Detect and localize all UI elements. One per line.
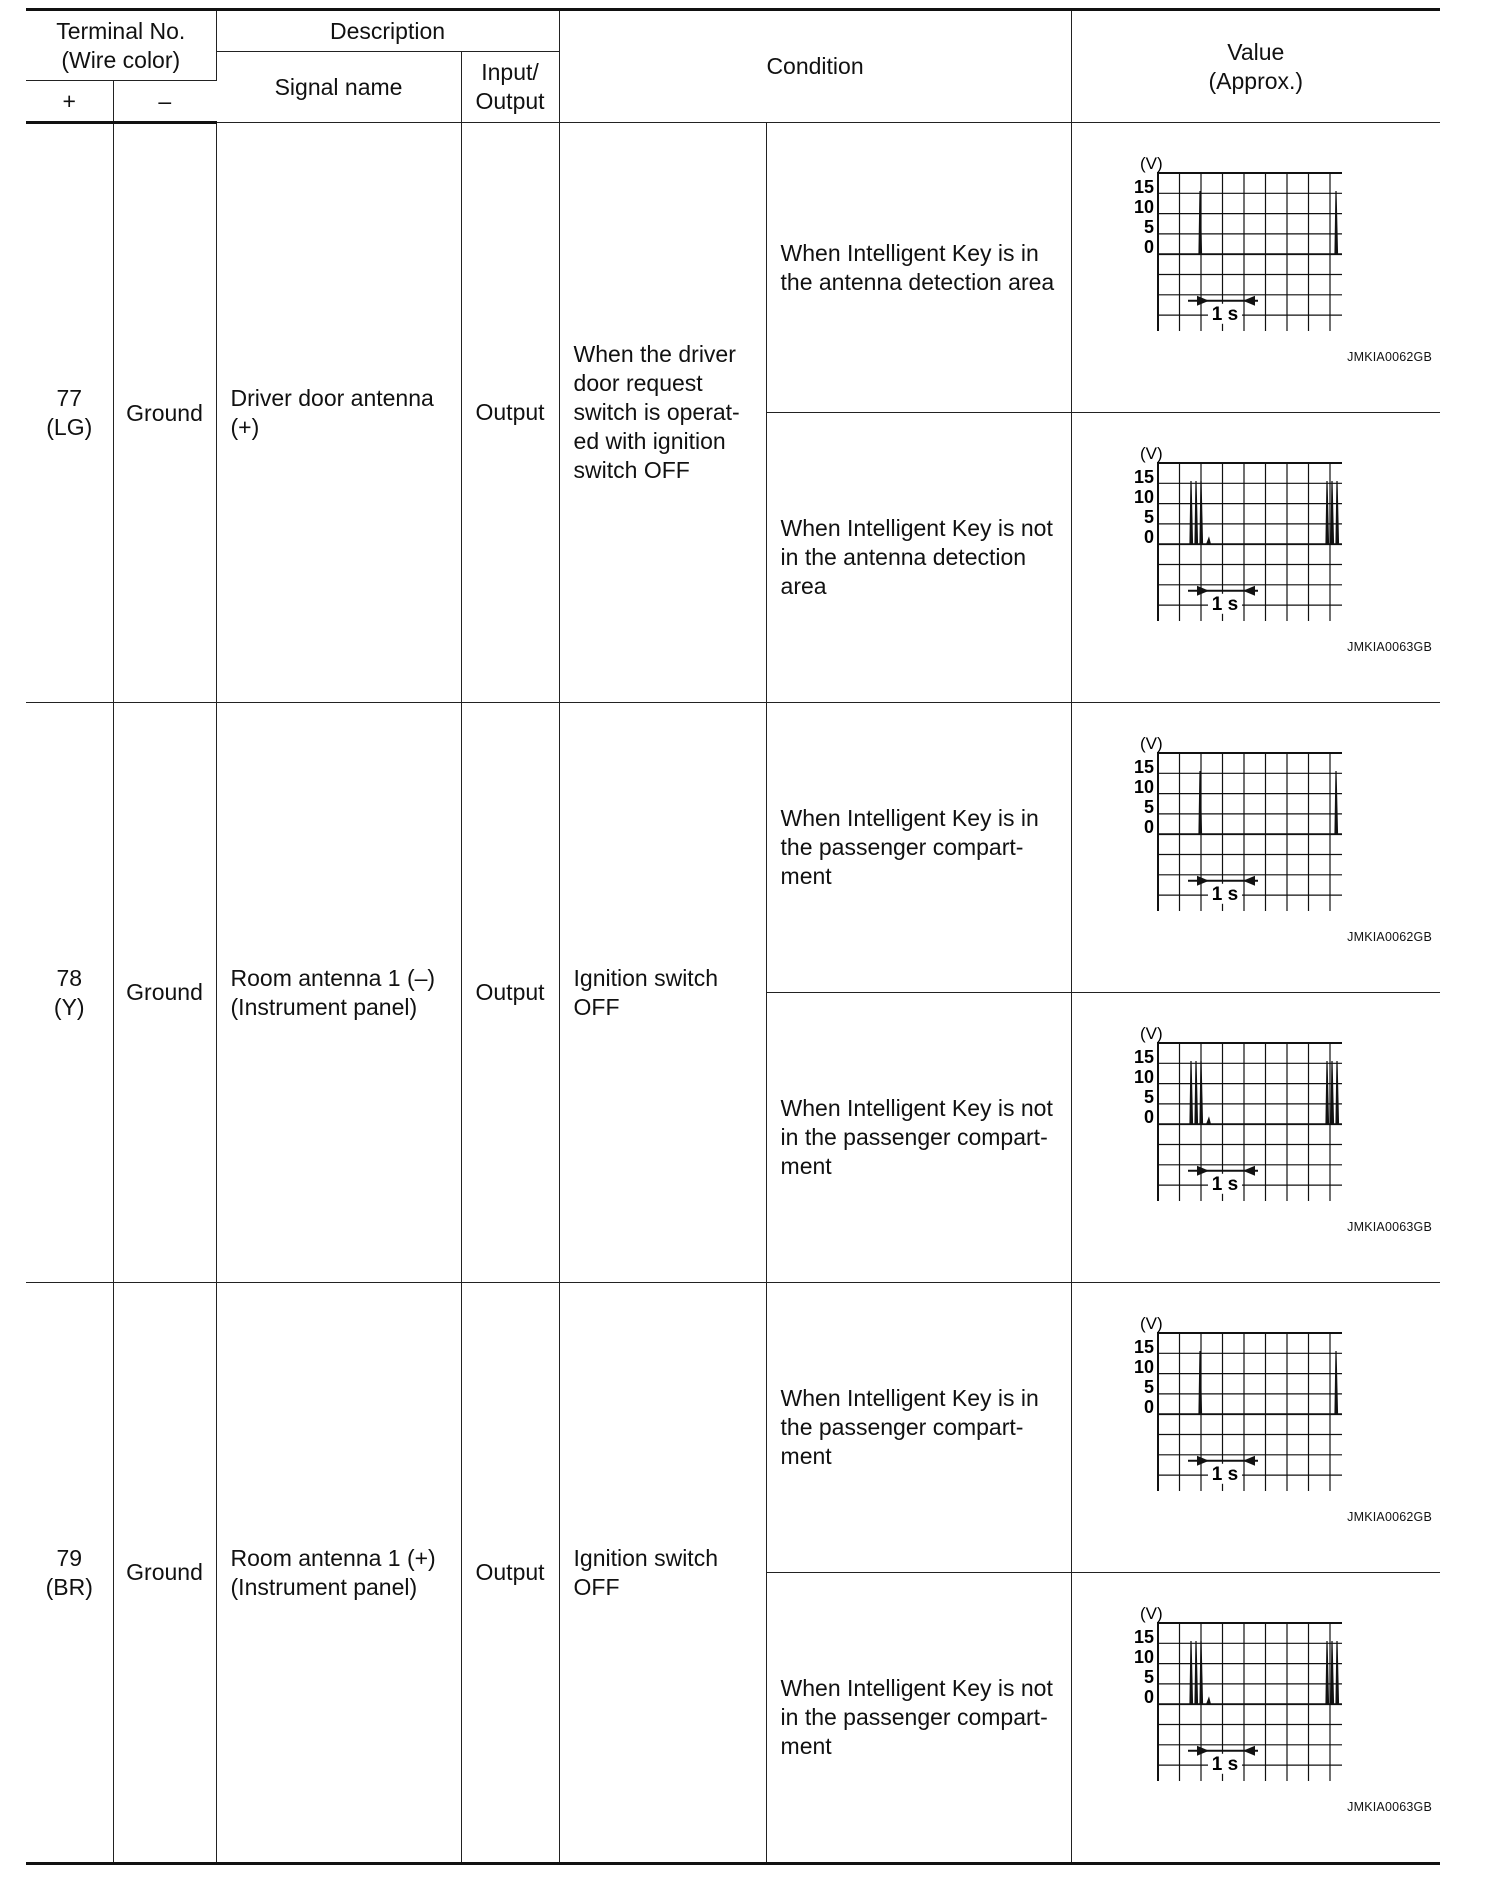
waveform-grid bbox=[1158, 1333, 1342, 1491]
header-input-output: Input/ Output bbox=[461, 52, 559, 123]
waveform-y-tick: 0 bbox=[1143, 817, 1154, 837]
waveform-y-tick: 10 bbox=[1133, 487, 1154, 507]
condition-detail: When Intelligent Key is not in the antenna detection area bbox=[766, 413, 1071, 703]
signal-name: Room antenna 1 (+) (Instrument panel) bbox=[216, 1283, 461, 1864]
waveform-time-marker bbox=[1188, 586, 1258, 615]
waveform-pulse bbox=[1335, 191, 1338, 254]
header-plus: + bbox=[26, 81, 113, 123]
waveform-y-tick: 15 bbox=[1133, 757, 1154, 777]
waveform-time-label: 1 s bbox=[1211, 883, 1238, 905]
waveform-pulse bbox=[1335, 771, 1338, 834]
header-value: Value (Approx.) bbox=[1071, 10, 1440, 123]
waveform-time-marker bbox=[1188, 876, 1258, 905]
condition-main: When the driver door request switch is operat- ed with ignition switch OFF bbox=[559, 123, 766, 703]
waveform-pulse bbox=[1195, 481, 1198, 544]
figure-code: JMKIA0062GB bbox=[1347, 930, 1433, 944]
input-output: Output bbox=[461, 123, 559, 703]
waveform-grid bbox=[1158, 1623, 1342, 1781]
waveform-unit: (V) bbox=[1139, 1314, 1163, 1333]
waveform-pulses bbox=[1199, 771, 1338, 834]
waveform-time-label: 1 s bbox=[1211, 1753, 1238, 1775]
waveform-pulse bbox=[1200, 1641, 1203, 1704]
waveform-pulse bbox=[1195, 1061, 1198, 1124]
condition-detail: When Intelligent Key is in the passenger compart- ment bbox=[766, 703, 1071, 993]
waveform-pulse-tail bbox=[1206, 536, 1211, 544]
waveform-burst-pulse bbox=[1112, 441, 1342, 621]
waveform-y-tick: 5 bbox=[1143, 217, 1154, 237]
waveform-single-pulse bbox=[1112, 1311, 1342, 1491]
table-row bbox=[26, 123, 1440, 413]
waveform-time-marker bbox=[1188, 296, 1258, 325]
waveform-value bbox=[1071, 1573, 1440, 1864]
header-signal-name: Signal name bbox=[216, 52, 461, 123]
waveform-pulse bbox=[1195, 1641, 1198, 1704]
input-output: Output bbox=[461, 1283, 559, 1864]
waveform-grid bbox=[1158, 463, 1342, 621]
waveform-box bbox=[1072, 1283, 1441, 1572]
waveform-frame bbox=[1158, 463, 1342, 621]
waveform-single-pulse bbox=[1112, 151, 1342, 331]
waveform-pulse-tail bbox=[1206, 1116, 1211, 1124]
waveform-y-tick: 10 bbox=[1133, 1357, 1154, 1377]
terminal-number: 78 (Y) bbox=[26, 703, 113, 1283]
waveform-y-tick: 15 bbox=[1133, 1627, 1154, 1647]
waveform-box bbox=[1072, 123, 1441, 412]
waveform-grid bbox=[1158, 173, 1342, 331]
waveform-pulse bbox=[1336, 1061, 1339, 1124]
figure-code: JMKIA0062GB bbox=[1347, 1510, 1433, 1524]
waveform-pulse bbox=[1200, 1061, 1203, 1124]
waveform-value bbox=[1071, 703, 1440, 993]
waveform-box bbox=[1072, 1573, 1441, 1862]
waveform-y-tick: 5 bbox=[1143, 507, 1154, 527]
waveform-value bbox=[1071, 123, 1440, 413]
waveform-y-tick: 10 bbox=[1133, 1647, 1154, 1667]
waveform-pulse bbox=[1200, 481, 1203, 544]
condition-main: Ignition switch OFF bbox=[559, 1283, 766, 1864]
waveform-box bbox=[1072, 993, 1441, 1282]
condition-detail: When Intelligent Key is in the passenger compart- ment bbox=[766, 1283, 1071, 1573]
figure-code: JMKIA0063GB bbox=[1347, 1220, 1433, 1234]
waveform-y-tick: 0 bbox=[1143, 527, 1154, 547]
figure-code: JMKIA0062GB bbox=[1347, 350, 1433, 364]
waveform-pulse bbox=[1326, 1641, 1329, 1704]
terminal-number: 79 (BR) bbox=[26, 1283, 113, 1864]
figure-code: JMKIA0063GB bbox=[1347, 640, 1433, 654]
waveform-pulse-tail bbox=[1206, 1696, 1211, 1704]
waveform-single-pulse bbox=[1112, 731, 1342, 911]
waveform-pulse bbox=[1190, 481, 1193, 544]
waveform-box bbox=[1072, 413, 1441, 702]
ground-terminal: Ground bbox=[113, 703, 216, 1283]
waveform-grid bbox=[1158, 1043, 1342, 1201]
header-terminal-no: Terminal No. (Wire color) bbox=[26, 10, 216, 81]
waveform-time-marker bbox=[1188, 1746, 1258, 1775]
waveform-frame bbox=[1158, 1333, 1342, 1491]
header-condition: Condition bbox=[559, 10, 1071, 123]
table-row bbox=[26, 703, 1440, 993]
waveform-pulse bbox=[1331, 1061, 1334, 1124]
waveform-time-label: 1 s bbox=[1211, 593, 1238, 615]
waveform-burst-pulse bbox=[1112, 1601, 1342, 1781]
waveform-y-tick: 0 bbox=[1143, 1107, 1154, 1127]
waveform-pulses bbox=[1199, 1351, 1338, 1414]
terminal-number: 77 (LG) bbox=[26, 123, 113, 703]
waveform-time-label: 1 s bbox=[1211, 1463, 1238, 1485]
waveform-pulse bbox=[1190, 1641, 1193, 1704]
waveform-pulse bbox=[1336, 481, 1339, 544]
waveform-pulse bbox=[1331, 481, 1334, 544]
waveform-unit: (V) bbox=[1139, 154, 1163, 173]
waveform-value bbox=[1071, 413, 1440, 703]
waveform-time-label: 1 s bbox=[1211, 1173, 1238, 1195]
waveform-y-tick: 0 bbox=[1143, 1687, 1154, 1707]
waveform-pulse bbox=[1326, 481, 1329, 544]
waveform-y-tick: 10 bbox=[1133, 777, 1154, 797]
header-description: Description bbox=[216, 10, 559, 52]
waveform-pulse bbox=[1326, 1061, 1329, 1124]
waveform-unit: (V) bbox=[1139, 444, 1163, 463]
waveform-unit: (V) bbox=[1139, 1024, 1163, 1043]
waveform-y-tick: 5 bbox=[1143, 797, 1154, 817]
waveform-burst-pulse bbox=[1112, 1021, 1342, 1201]
waveform-unit: (V) bbox=[1139, 1604, 1163, 1623]
waveform-pulse bbox=[1335, 1351, 1338, 1414]
condition-detail: When Intelligent Key is not in the passenger compart- ment bbox=[766, 1573, 1071, 1864]
waveform-pulses bbox=[1199, 191, 1338, 254]
waveform-y-tick: 5 bbox=[1143, 1667, 1154, 1687]
waveform-time-label: 1 s bbox=[1211, 303, 1238, 325]
waveform-y-tick: 15 bbox=[1133, 177, 1154, 197]
waveform-value bbox=[1071, 1283, 1440, 1573]
terminal-table bbox=[26, 8, 1440, 1865]
terminal-table-container bbox=[26, 8, 1440, 1865]
ground-terminal: Ground bbox=[113, 1283, 216, 1864]
waveform-unit: (V) bbox=[1139, 734, 1163, 753]
waveform-pulse bbox=[1331, 1641, 1334, 1704]
waveform-grid bbox=[1158, 753, 1342, 911]
waveform-frame bbox=[1158, 1623, 1342, 1781]
condition-main: Ignition switch OFF bbox=[559, 703, 766, 1283]
waveform-frame bbox=[1158, 173, 1342, 331]
waveform-time-marker bbox=[1188, 1166, 1258, 1195]
waveform-y-tick: 15 bbox=[1133, 467, 1154, 487]
waveform-time-marker bbox=[1188, 1456, 1258, 1485]
waveform-y-tick: 5 bbox=[1143, 1377, 1154, 1397]
signal-name: Room antenna 1 (–) (Instrument panel) bbox=[216, 703, 461, 1283]
waveform-y-tick: 0 bbox=[1143, 1397, 1154, 1417]
header-minus: – bbox=[113, 81, 216, 123]
waveform-value bbox=[1071, 993, 1440, 1283]
ground-terminal: Ground bbox=[113, 123, 216, 703]
waveform-frame bbox=[1158, 753, 1342, 911]
waveform-y-tick: 10 bbox=[1133, 197, 1154, 217]
waveform-box bbox=[1072, 703, 1441, 992]
waveform-y-tick: 15 bbox=[1133, 1047, 1154, 1067]
waveform-pulse bbox=[1336, 1641, 1339, 1704]
waveform-y-tick: 0 bbox=[1143, 237, 1154, 257]
waveform-y-tick: 15 bbox=[1133, 1337, 1154, 1357]
waveform-y-tick: 10 bbox=[1133, 1067, 1154, 1087]
figure-code: JMKIA0063GB bbox=[1347, 1800, 1433, 1814]
signal-name: Driver door antenna (+) bbox=[216, 123, 461, 703]
waveform-pulse bbox=[1190, 1061, 1193, 1124]
condition-detail: When Intelligent Key is in the antenna detection area bbox=[766, 123, 1071, 413]
table-row bbox=[26, 1283, 1440, 1573]
waveform-y-tick: 5 bbox=[1143, 1087, 1154, 1107]
input-output: Output bbox=[461, 703, 559, 1283]
waveform-frame bbox=[1158, 1043, 1342, 1201]
condition-detail: When Intelligent Key is not in the passenger compart- ment bbox=[766, 993, 1071, 1283]
